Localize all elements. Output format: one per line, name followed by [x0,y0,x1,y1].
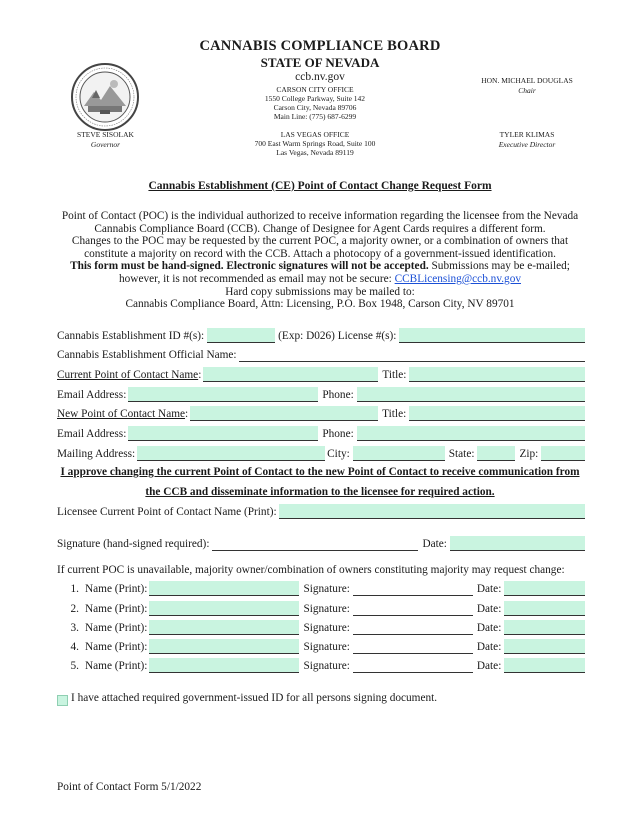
owner-row [57,580,585,596]
governor-block [58,130,153,149]
date-label: Date: [422,538,447,550]
chair-name: HON. MICHAEL DOUGLAS [481,76,573,85]
owner-signature-label: Signature: [303,603,350,615]
mailing-address-input[interactable] [137,446,325,461]
owner-name-input[interactable] [149,639,299,654]
state-label: State: [448,448,475,460]
owner-date-input[interactable] [504,601,585,616]
director-name: TYLER KLIMAS [499,130,555,139]
chair-block [462,76,592,95]
carson-office [215,85,415,121]
owner-signature-line[interactable] [353,620,473,635]
owner-name-label: Name (Print): [85,641,148,653]
office-line: 1550 College Parkway, Suite 142 [264,94,366,103]
mailing-row [57,445,585,461]
owner-row [57,619,585,635]
owner-name-label: Name (Print): [85,603,148,615]
phone-label: Phone: [322,428,354,440]
owner-date-input[interactable] [504,581,585,596]
owner-row [57,657,585,673]
owner-signature-label: Signature: [303,583,350,595]
current-email-input[interactable] [128,387,318,402]
owner-name-input[interactable] [149,601,299,616]
current-poc-title-input[interactable] [409,367,585,382]
signature-line[interactable] [212,536,418,551]
form-footer: Point of Contact Form 5/1/2022 [57,781,202,793]
intro-line [48,260,592,273]
title-label: Title: [382,408,407,420]
owner-date-label: Date: [476,641,502,653]
owner-date-label: Date: [476,660,502,672]
owner-signature-line[interactable] [353,601,473,616]
signature-row [57,535,585,551]
signature-date-input[interactable] [450,536,585,551]
city-label: City: [327,448,350,460]
email-label: Email Address: [57,428,127,440]
official-name-input[interactable] [239,347,585,362]
signature-label: Signature (hand-signed required): [57,538,210,550]
governor-name: STEVE SISOLAK [77,130,134,139]
owner-date-input[interactable] [504,658,585,673]
owner-signature-label: Signature: [303,622,350,634]
hand-signed-notice: This form must be hand-signed. Electronic signatures will not be accepted. [70,260,429,273]
chair-title: Chair [518,85,536,95]
ce-id-label: Cannabis Establishment ID #(s): [57,330,205,342]
director-title: Executive Director [498,139,556,149]
governor-title: Governor [90,139,121,149]
intro-line: Changes to the POC may be requested by the current POC, a majority owner, or a combination of owners that [71,235,569,248]
new-email-input[interactable] [128,426,318,441]
new-poc-row [57,405,585,421]
new-poc-title-input[interactable] [409,406,585,421]
licensee-print-label: Licensee Current Point of Contact Name (Print): [57,506,277,518]
new-poc-name-input[interactable] [190,406,378,421]
office-heading: LAS VEGAS OFFICE [280,130,350,139]
owner-signature-label: Signature: [303,660,350,672]
intro-line: constitute a majority on record with the CCB. Attach a photocopy of a government-issued identification. [84,247,556,260]
id-attached-checkbox[interactable] [57,695,68,706]
current-poc-row [57,366,585,382]
owner-number: 2. [70,603,79,615]
ce-id-row [57,327,585,343]
director-block [472,130,582,149]
id-attached-label: I have attached required government-issued ID for all persons signing document. [71,692,438,704]
current-poc-label: Current Point of Contact Name [57,369,199,381]
zip-input[interactable] [541,446,585,461]
intro-line: Hard copy submissions may be mailed to: [225,285,415,298]
owner-name-input[interactable] [149,658,299,673]
owner-name-input[interactable] [149,620,299,635]
phone-label: Phone: [322,389,354,401]
licensing-email-link[interactable]: CCBLicensing@ccb.nv.gov [394,272,521,285]
state-seal-icon [70,62,140,132]
current-phone-input[interactable] [357,387,585,402]
colon: : [185,408,189,420]
owner-name-input[interactable] [149,581,299,596]
office-line: 700 East Warm Springs Road, Suite 100 [254,139,376,148]
intro-text: however, it is not recommended as email may not be secure: [119,272,395,285]
mailing-label: Mailing Address: [57,448,136,460]
owner-number: 1. [70,583,79,595]
current-poc-name-input[interactable] [203,367,378,382]
office-heading: CARSON CITY OFFICE [276,85,354,94]
new-poc-label: New Point of Contact Name [57,408,186,420]
zip-label: Zip: [519,448,539,460]
licensee-print-row [57,503,585,519]
office-line: Las Vegas, Nevada 89119 [276,148,354,157]
form-title: Cannabis Establishment (CE) Point of Contact Change Request Form [148,180,492,192]
owner-name-label: Name (Print): [85,622,148,634]
owner-date-label: Date: [476,583,502,595]
las-vegas-office [215,130,415,157]
owner-signature-line[interactable] [353,639,473,654]
owner-number: 5. [70,660,79,672]
owner-row [57,638,585,654]
licensee-print-input[interactable] [279,504,585,519]
owner-number: 3. [70,622,79,634]
license-input[interactable] [399,328,585,343]
owner-name-label: Name (Print): [85,583,148,595]
owner-signature-line[interactable] [353,581,473,596]
title-label: Title: [382,369,407,381]
owner-signature-line[interactable] [353,658,473,673]
new-contact-row [57,425,585,441]
new-phone-input[interactable] [357,426,585,441]
intro-line: Cannabis Compliance Board (CCB). Change of Designee for Agent Cards requires a different form. [94,222,546,235]
owner-date-input[interactable] [504,639,585,654]
state-title: STATE OF NEVADA [260,55,380,70]
office-line: Carson City, Nevada 89706 [273,103,357,112]
official-name-label: Cannabis Establishment Official Name: [57,349,237,361]
board-title: CANNABIS COMPLIANCE BOARD [199,38,441,54]
intro-line [48,273,592,286]
approval-statement-2: the CCB and disseminate information to the licensee for required action. [145,486,495,498]
email-label: Email Address: [57,389,127,401]
ce-id-input[interactable] [207,328,275,343]
owner-row [57,600,585,616]
approval-statement-1: I approve changing the current Point of Contact to the new Point of Contact to receive communication from [60,466,580,478]
intro-paragraph [48,210,592,311]
intro-text: Submissions may be e-mailed; [428,260,570,273]
colon: : [198,369,202,381]
intro-line: Point of Contact (POC) is the individual authorized to receive information regarding the licensee from the Nevada [61,210,579,222]
majority-instructions: If current POC is unavailable, majority owner/combination of owners constituting majority may request change: [57,564,565,576]
official-name-row [57,346,585,362]
license-label: (Exp: D026) License #(s): [278,330,397,342]
owner-signature-label: Signature: [303,641,350,653]
owner-date-label: Date: [476,622,502,634]
current-contact-row [57,386,585,402]
website: ccb.nv.gov [295,71,345,83]
intro-line: Cannabis Compliance Board, Attn: Licensing, P.O. Box 1948, Carson City, NV 89701 [125,298,515,311]
owner-date-input[interactable] [504,620,585,635]
state-input[interactable] [477,446,515,461]
owner-number: 4. [70,641,79,653]
owner-name-label: Name (Print): [85,660,148,672]
owner-date-label: Date: [476,603,502,615]
city-input[interactable] [353,446,445,461]
office-line: Main Line: (775) 687-6299 [273,112,357,121]
